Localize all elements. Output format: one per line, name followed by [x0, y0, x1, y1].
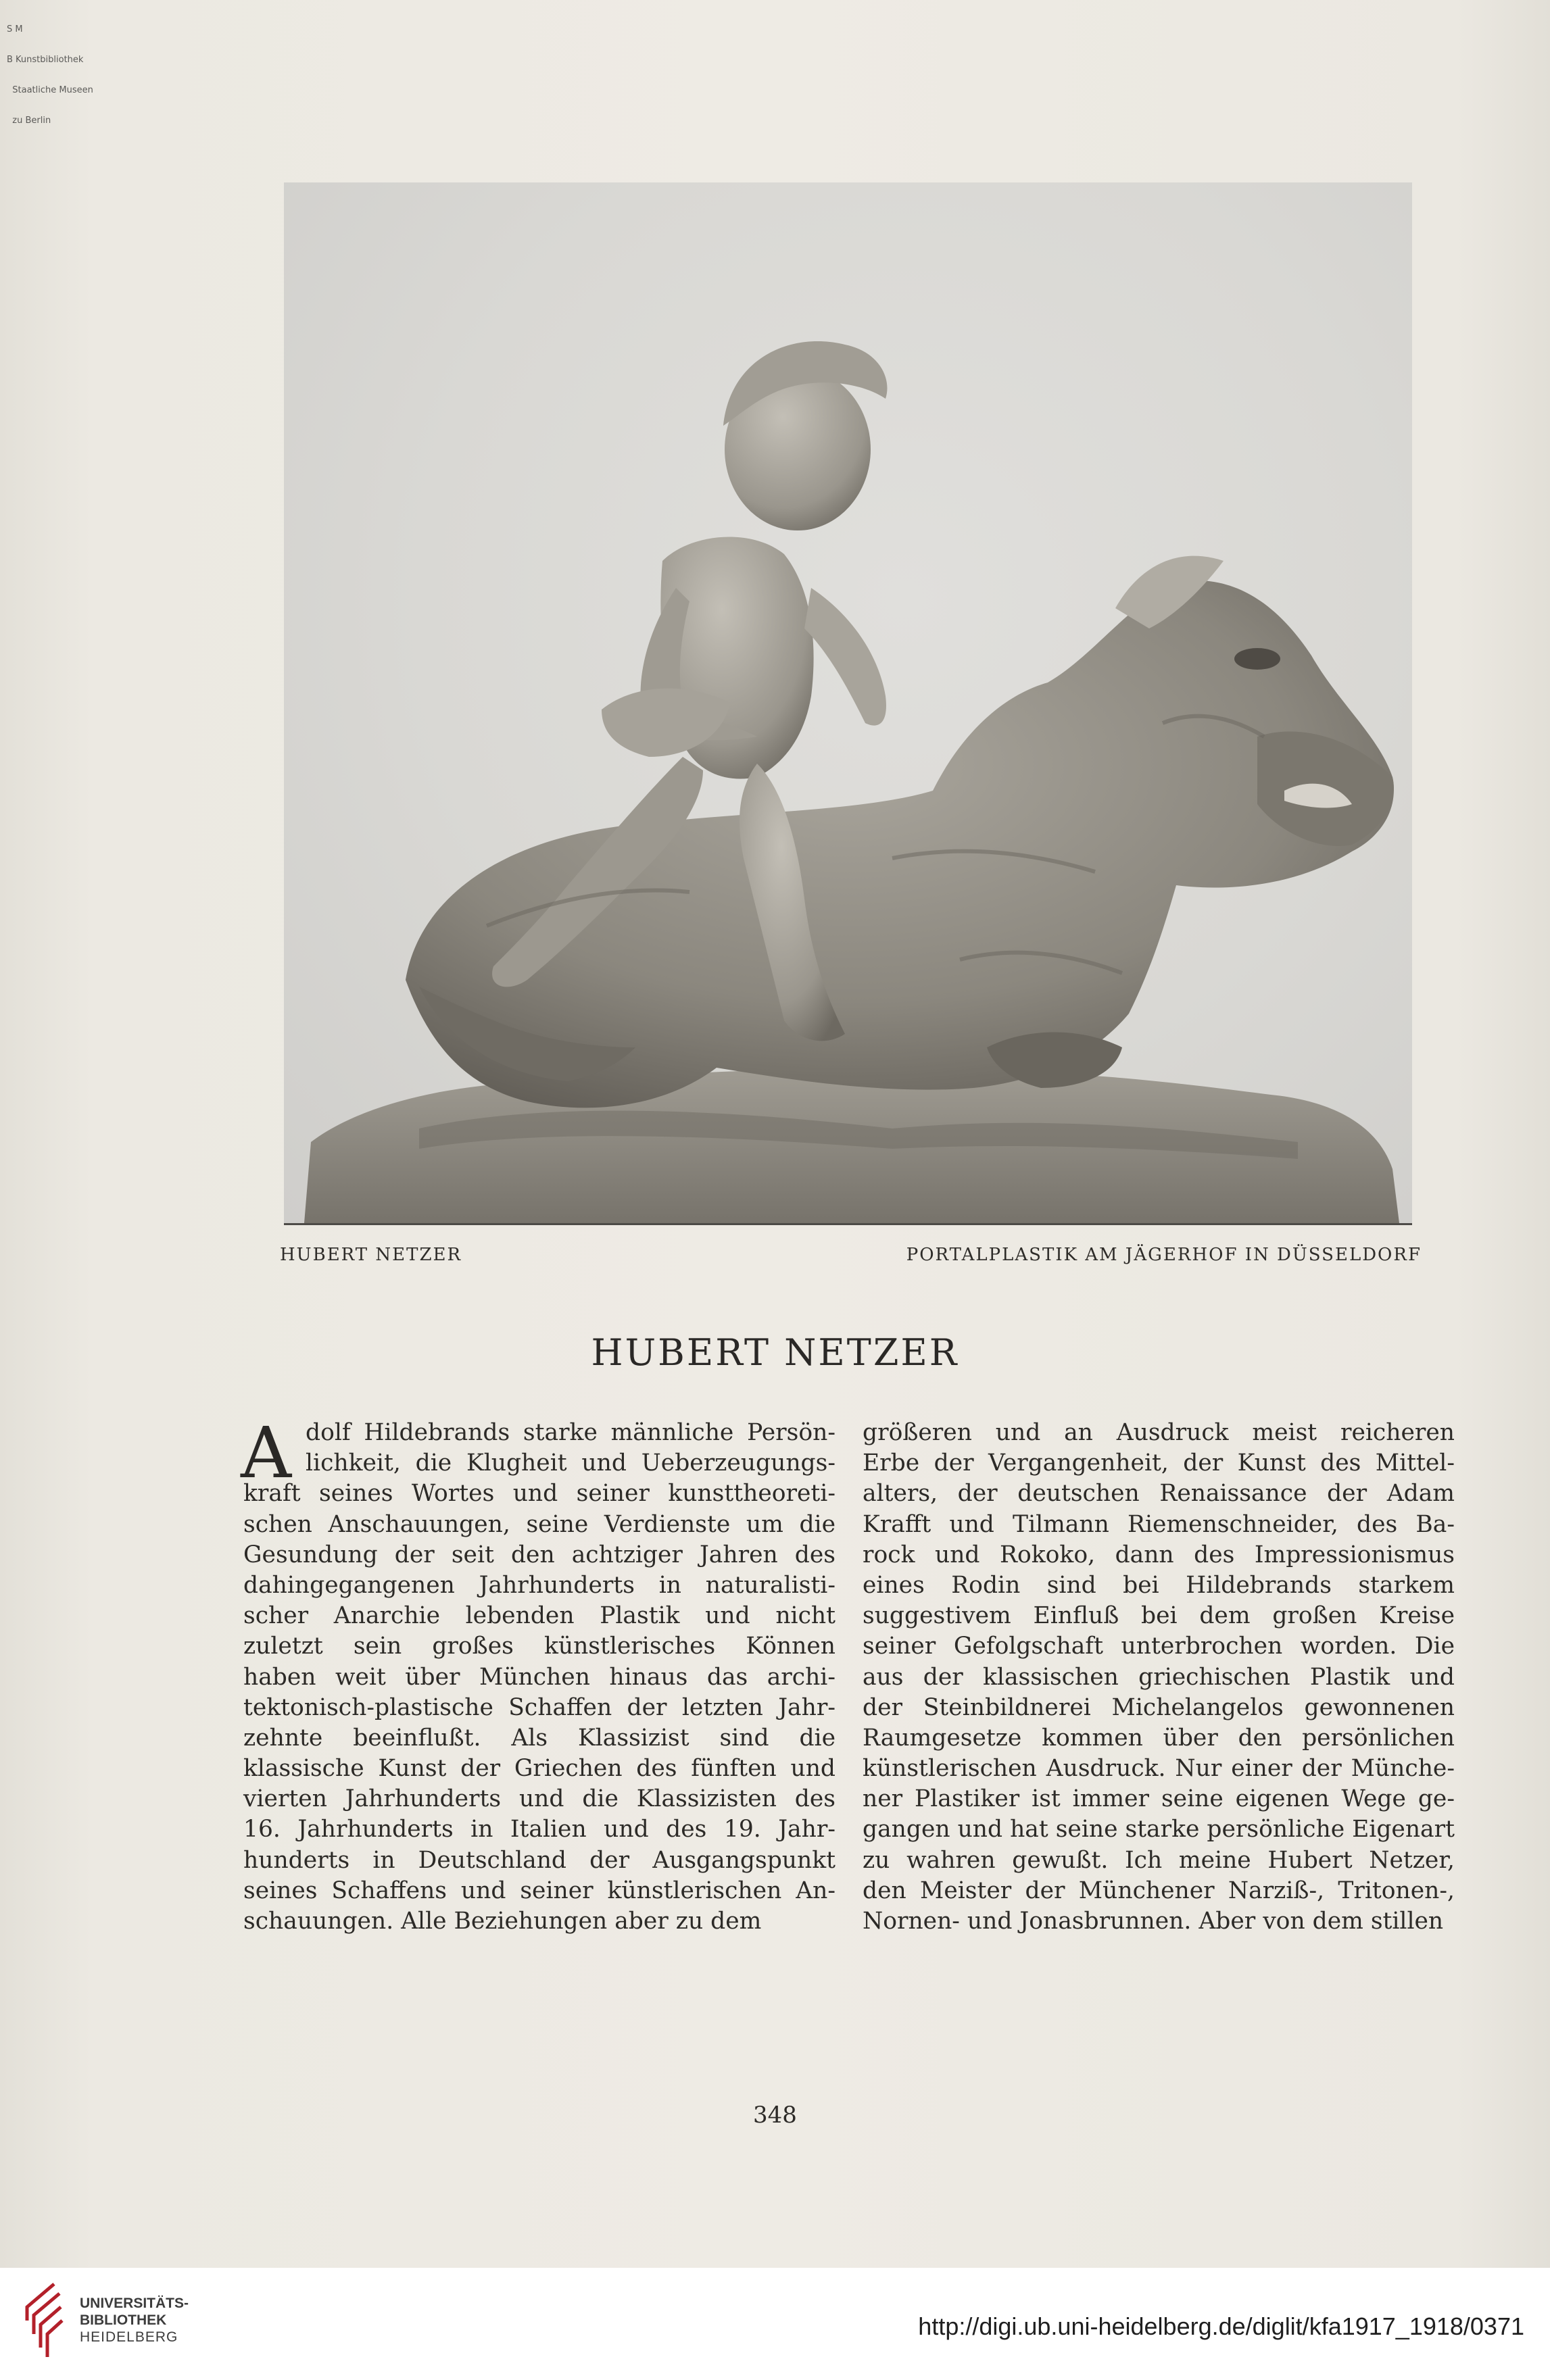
boar-eye [1234, 648, 1280, 670]
text-line: Raumgesetze kommen über den persönlichen [863, 1724, 1455, 1752]
text-line: Erbe der Vergangenheit, der Kunst des Mittel- [863, 1449, 1455, 1477]
text-line: scher Anarchie lebenden Plastik und nicht [243, 1602, 835, 1630]
text-line: Nornen- und Jonasbrunnen. Aber von dem stillen [863, 1908, 1444, 1935]
text-line: lichkeit, die Klugheit und Ueberzeugungs- [306, 1449, 835, 1477]
text-column-left [241, 1412, 835, 1937]
text-line: Krafft und Tilmann Riemenschneider, des Ba- [863, 1510, 1455, 1538]
text-line: schen Anschauungen, seine Verdienste um die [243, 1510, 835, 1538]
text-line: aus der klassischen griechischen Plastik und [863, 1663, 1455, 1691]
figure-caption-title: PORTALPLASTIK AM JÄGERHOF IN DÜSSELDORF [906, 1245, 1422, 1265]
article-title: HUBERT NETZER [591, 1331, 959, 1374]
text-line: seines Schaffens und seiner künstlerischen An- [243, 1877, 835, 1904]
text-line: zuletzt sein großes künstlerisches Können [243, 1633, 835, 1660]
text-line: größeren und an Ausdruck meist reicheren [863, 1419, 1455, 1446]
logo-line: BIBLIOTHEK [80, 2312, 167, 2328]
text-line: gangen und hat seine starke persönliche Eigenart [863, 1816, 1455, 1843]
text-line: suggestivem Einfluß bei dem großen Kreise [863, 1602, 1455, 1630]
text-line: seiner Gefolgschaft unterbrochen worden. Die [863, 1633, 1455, 1660]
text-line: tektonisch-plastische Schaffen der letzten Jahr- [243, 1693, 835, 1721]
text-line: zehnte beeinflußt. Als Klassizist sind die [243, 1724, 835, 1752]
text-line: 16. Jahrhunderts in Italien und des 19. Jahr- [243, 1816, 835, 1843]
text-line: alters, der deutschen Renaissance der Adam [863, 1480, 1455, 1508]
boy-right-arm [804, 588, 886, 726]
digitization-footer [0, 2268, 1550, 2380]
text-line: ner Plastiker ist immer seine eigenen Wege ge- [863, 1785, 1455, 1813]
text-line: dolf Hildebrands starke männliche Persön- [306, 1419, 835, 1446]
text-line: rock und Rokoko, dann des Impressionismus [863, 1541, 1455, 1568]
permalink-url[interactable]: http://digi.ub.uni-heidelberg.de/diglit/kfa1917_1918/0371 [918, 2312, 1524, 2340]
sculpture-illustration [284, 182, 1412, 1223]
stamp-line: Staatliche Museen [7, 85, 93, 95]
text-line: klassische Kunst der Griechen des fünften und [243, 1755, 835, 1783]
stamp-line: zu Berlin [7, 116, 51, 126]
library-stamp [7, 4, 93, 146]
text-line: vierten Jahrhunderts und die Klassizisten des [243, 1785, 835, 1813]
library-logo-text[interactable] [80, 2295, 189, 2346]
text-line: zu wahren gewußt. Ich meine Hubert Netzer, [863, 1846, 1455, 1874]
text-line: kraft seines Wortes und seiner kunsttheoreti- [243, 1480, 835, 1508]
stamp-line: B Kunstbibliothek [7, 55, 84, 65]
text-column-right [863, 1418, 1455, 1937]
text-line: hunderts in Deutschland der Ausgangspunkt [243, 1846, 835, 1874]
logo-line: UNIVERSITÄTS- [80, 2296, 189, 2311]
logo-line: HEIDELBERG [80, 2329, 178, 2345]
text-line: der Steinbildnerei Michelangelos gewonnenen [863, 1693, 1455, 1721]
text-line: dahingegangenen Jahrhunderts in naturalisti- [243, 1571, 835, 1599]
drop-cap: A [241, 1412, 292, 1494]
stamp-line: S M [7, 24, 23, 34]
sculpture-photograph [284, 182, 1412, 1225]
text-line: den Meister der Münchener Narziß-, Tritonen-, [863, 1877, 1455, 1904]
text-line: künstlerischen Ausdruck. Nur einer der Münche- [863, 1755, 1455, 1783]
text-line: schauungen. Alle Beziehungen aber zu dem [243, 1908, 762, 1935]
text-line: Gesundung der seit den achtziger Jahren des [243, 1541, 835, 1568]
text-line: haben weit über München hinaus das archi- [243, 1663, 835, 1691]
page-number: 348 [753, 2102, 797, 2129]
figure-caption-artist: HUBERT NETZER [280, 1245, 462, 1265]
library-logo-icon[interactable] [20, 2280, 68, 2361]
text-line: eines Rodin sind bei Hildebrands starkem [863, 1571, 1455, 1599]
